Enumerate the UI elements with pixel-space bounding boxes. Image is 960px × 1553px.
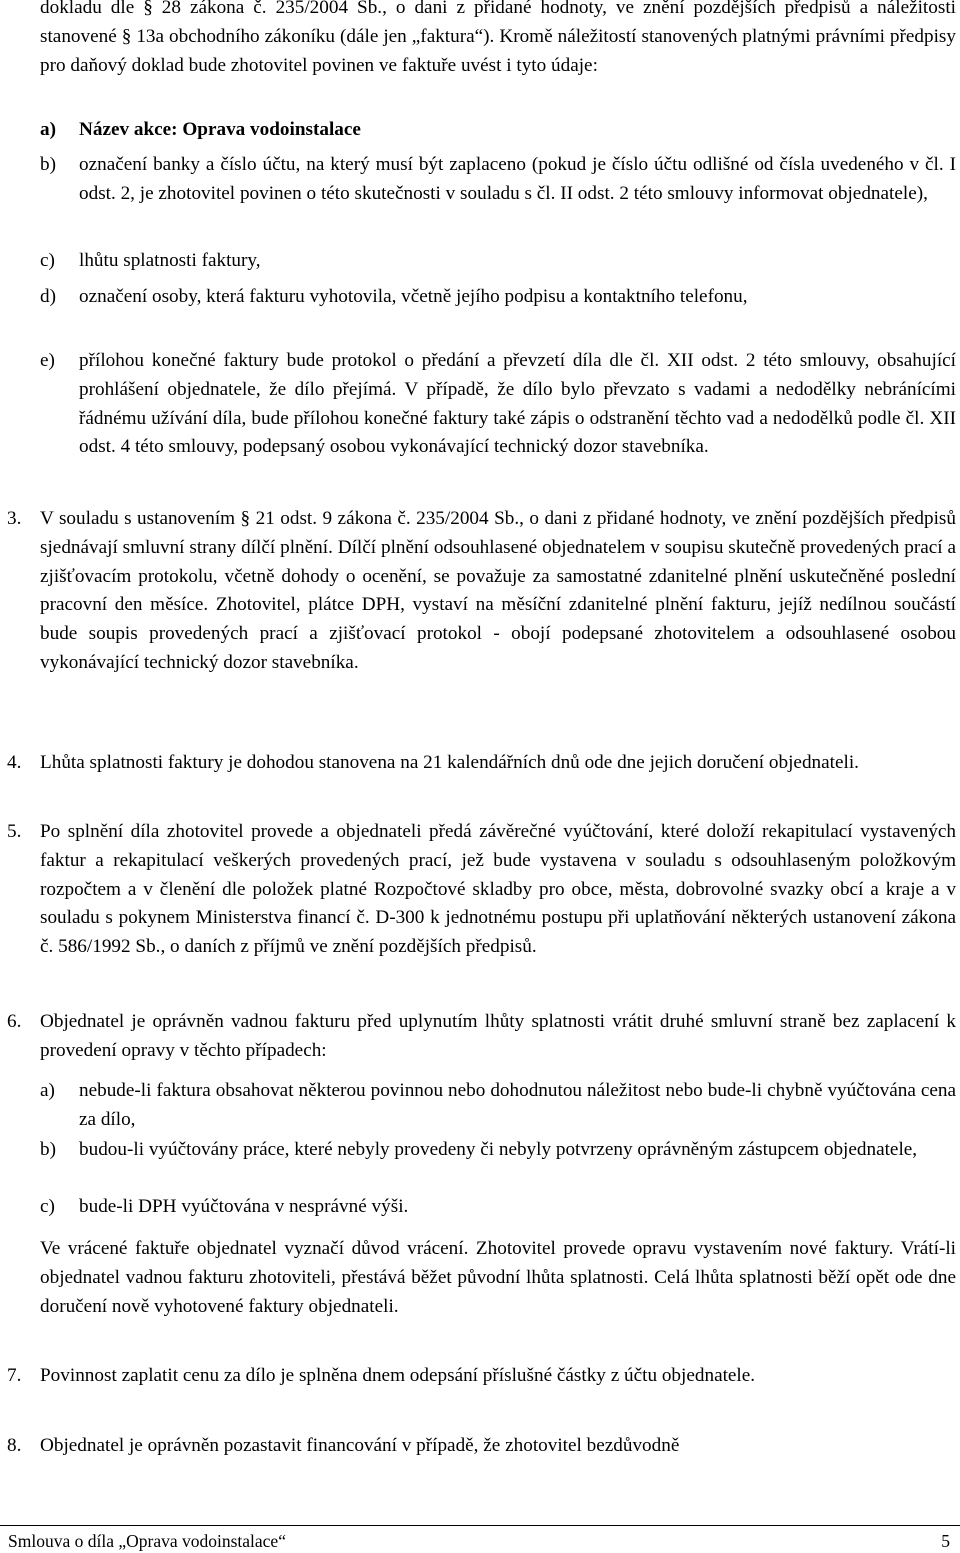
item-text: označení banky a číslo účtu, na který musí být zaplaceno (pokud je číslo účtu odlišné od čísla uvedeného v čl. I odst. 2, je zhotovitel povinen o této skutečnosti v souladu s čl. II odst. 2 této smlouvy informovat objednatele), bbox=[79, 154, 956, 204]
item-label: b) bbox=[40, 154, 56, 175]
item-label: c) bbox=[40, 250, 55, 271]
item-text: Po splnění díla zhotovitel provede a objednateli předá závěrečné vyúčtování, které doloží rekapitulací vystavených faktur a rekapitulací veškerých provedených prací, jež bude vystavena v souladu s odsouhlaseným položkovým rozpočtem a v členění dle položek platné Rozpočtové skladby pro obce, města, dobrovolné svazky obcí a kraje a v souladu s pokynem Ministerstva financí č. D-300 k jednotnému postupu při uplatňování některých ustanovení zákona č. 586/1992 Sb., o daních z příjmů ve znění pozdějších předpisů. bbox=[40, 821, 956, 958]
numbered-item-6 bbox=[7, 1008, 956, 1066]
item-text: Objednatel je oprávněn pozastavit financování v případě, že zhotovitel bezdůvodně bbox=[40, 1435, 680, 1456]
item-6-sub-b bbox=[40, 1136, 956, 1165]
item-label: b) bbox=[40, 1139, 56, 1160]
item-text: Povinnost zaplatit cenu za dílo je splněna dnem odepsání příslušné částky z účtu objednatele. bbox=[40, 1365, 756, 1386]
item-label: c) bbox=[40, 1196, 55, 1217]
item-text: V souladu s ustanovením § 21 odst. 9 zákona č. 235/2004 Sb., o dani z přidané hodnoty, ve znění pozdějších předpisů sjednávají smluvní strany dílčí plnění. Dílčí plnění odsouhlasené objednatelem v soupisu skutečně provedených prací a zjišťovacím protokolu, včetně dohody o ocenění, se považuje za samostatné zdanitelné plnění uskutečněné poslední pracovní den měsíce. Zhotovitel, plátce DPH, vystaví na měsíční zdanitelné plnění fakturu, jejíž nedílnou součástí bude soupis provedených prací a zjišťovací protokol - obojí podepsané zhotovitelem a odsouhlasené osobou vykonávající technický dozor stavebníka. bbox=[40, 508, 956, 673]
numbered-item-3 bbox=[7, 505, 956, 678]
item-number: 3. bbox=[7, 508, 22, 529]
item-number: 7. bbox=[7, 1365, 22, 1386]
item-text: bude-li DPH vyúčtována v nesprávné výši. bbox=[79, 1196, 409, 1217]
item-label: a) bbox=[40, 119, 56, 140]
intro-paragraph: dokladu dle § 28 zákona č. 235/2004 Sb., o dani z přidané hodnoty, ve znění pozdějších předpisů a náležitosti stanovené § 13a obchodního zákoníku (dále jen „faktura“). Kromě náležitostí stanovených platnými právními předpisy pro daňový doklad bude zhotovitel povinen ve faktuře uvést i tyto údaje: bbox=[40, 0, 956, 76]
item-label: d) bbox=[40, 286, 56, 307]
item-6-sub-a bbox=[40, 1077, 956, 1135]
numbered-item-7 bbox=[7, 1362, 956, 1391]
item-number: 4. bbox=[7, 752, 22, 773]
item-text: Objednatel je oprávněn vadnou fakturu před uplynutím lhůty splatnosti vrátit druhé smluvní straně bez zaplacení k provedení opravy v těchto případech: bbox=[40, 1011, 956, 1061]
list-item-e bbox=[40, 347, 956, 462]
item-number: 6. bbox=[7, 1011, 22, 1032]
item-text: Název akce: Oprava vodoinstalace bbox=[79, 119, 361, 140]
item-number: 5. bbox=[7, 821, 22, 842]
list-item-b bbox=[40, 151, 956, 209]
item-text: budou-li vyúčtovány práce, které nebyly provedeny či nebyly potvrzeny oprávněným zástupcem objednatele, bbox=[79, 1139, 918, 1160]
item-text: Lhůta splatnosti faktury je dohodou stanovena na 21 kalendářních dnů ode dne jejich doručení objednateli. bbox=[40, 752, 859, 773]
footer-divider bbox=[0, 1525, 960, 1526]
item-text: nebude-li faktura obsahovat některou povinnou nebo dohodnutou náležitost nebo bude-li chybně vyúčtována cena za dílo, bbox=[79, 1080, 956, 1130]
item-6-paragraph: Ve vrácené faktuře objednatel vyznačí důvod vrácení. Zhotovitel provede opravu vystavením nové faktury. Vrátí-li objednatel vadnou fakturu zhotoviteli, přestává běžet původní lhůta splatnosti. Celá lhůta splatnosti běží opět ode dne doručení nově vyhotovené faktury objednateli. bbox=[40, 1238, 956, 1317]
numbered-item-5 bbox=[7, 818, 956, 962]
numbered-item-8 bbox=[7, 1432, 956, 1461]
footer-title: Smlouva o díla „Oprava vodoinstalace“ bbox=[8, 1531, 286, 1551]
page-number: 5 bbox=[941, 1531, 950, 1551]
item-text: přílohou konečné faktury bude protokol o předání a převzetí díla dle čl. XII odst. 2 této smlouvy, obsahující prohlášení objednatele, že dílo přejímá. V případě, že dílo bylo převzato s vadami a nedodělky nebránícími řádnému užívání díla, bude přílohou konečné faktury také zápis o odstranění těchto vad a nedodělků podle čl. XII odst. 4 této smlouvy, podepsaný osobou vykonávající technický dozor stavebníka. bbox=[79, 350, 956, 458]
item-text: lhůtu splatnosti faktury, bbox=[79, 250, 261, 271]
item-label: a) bbox=[40, 1080, 55, 1101]
item-label: e) bbox=[40, 350, 55, 371]
item-number: 8. bbox=[7, 1435, 22, 1456]
numbered-item-4 bbox=[7, 749, 956, 778]
list-item-c bbox=[40, 247, 956, 276]
list-item-a bbox=[40, 116, 956, 145]
list-item-d bbox=[40, 283, 956, 312]
item-text: označení osoby, která fakturu vyhotovila, včetně jejího podpisu a kontaktního telefonu, bbox=[79, 286, 748, 307]
item-6-sub-c bbox=[40, 1193, 956, 1222]
